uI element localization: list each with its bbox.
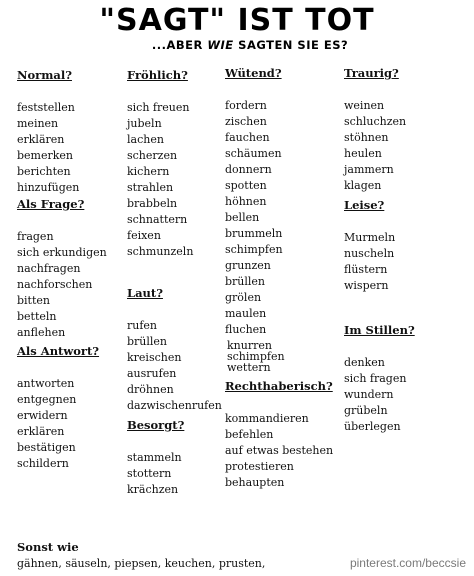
word-item: rufen	[127, 319, 158, 332]
word-item: erwidern	[17, 409, 68, 422]
section-heading: Normal?	[17, 68, 72, 82]
word-item: feststellen	[17, 101, 75, 114]
word-item: auf etwas bestehen	[225, 444, 334, 457]
section-froehlich	[127, 68, 193, 260]
word-item: grübeln	[344, 404, 388, 417]
word-item: stammeln	[127, 451, 182, 464]
word-item: zischen	[225, 115, 267, 128]
word-item: stöhnen	[344, 131, 389, 144]
word-item: brabbeln	[127, 197, 178, 210]
word-item: kommandieren	[225, 412, 309, 425]
watermark: pinterest.com/beccsie	[349, 556, 466, 570]
word-item: antworten	[17, 377, 75, 390]
word-item: schimpfen	[227, 350, 285, 363]
word-item: knurren	[227, 339, 272, 352]
word-item: bemerken	[17, 149, 74, 162]
word-item: sich fragen	[344, 372, 407, 385]
word-item: fordern	[225, 99, 267, 112]
section-heading: Leise?	[344, 198, 385, 212]
word-list	[17, 376, 99, 472]
word-item: schäumen	[225, 147, 282, 160]
word-item: maulen	[225, 307, 267, 320]
word-item: weinen	[344, 99, 385, 112]
word-item: nuscheln	[344, 247, 395, 260]
word-item: dröhnen	[127, 383, 174, 396]
word-list	[344, 355, 415, 435]
subtitle-part: ...ABER	[151, 38, 208, 52]
word-item: grunzen	[225, 259, 271, 272]
word-item: überlegen	[344, 420, 401, 433]
word-item: wispern	[344, 279, 389, 292]
word-item: klagen	[344, 179, 382, 192]
word-item: meinen	[17, 117, 59, 130]
word-item: anflehen	[17, 326, 66, 339]
word-item: ausrufen	[127, 367, 177, 380]
word-item: donnern	[225, 163, 272, 176]
word-list	[127, 318, 222, 414]
sonst-heading: Sonst wie	[17, 540, 79, 554]
word-item: wundern	[344, 388, 394, 401]
word-item: brummeln	[225, 227, 283, 240]
section-normal	[17, 68, 79, 196]
section-heading: Traurig?	[344, 66, 399, 80]
word-list	[225, 411, 333, 491]
word-item: jubeln	[127, 117, 162, 130]
page-subtitle	[100, 38, 400, 52]
word-item: sich freuen	[127, 101, 190, 114]
word-item: schmunzeln	[127, 245, 194, 258]
word-list	[17, 100, 79, 196]
word-item: bellen	[225, 211, 260, 224]
word-item: schildern	[17, 457, 69, 470]
word-item: höhnen	[225, 195, 267, 208]
word-item: spotten	[225, 179, 267, 192]
section-im-stillen	[344, 323, 415, 435]
word-item: befehlen	[225, 428, 274, 441]
word-item: berichten	[17, 165, 71, 178]
word-item: entgegnen	[17, 393, 77, 406]
word-item: erklären	[17, 425, 65, 438]
word-item: behaupten	[225, 476, 285, 489]
word-list	[127, 450, 184, 498]
word-item: hinzufügen	[17, 181, 80, 194]
subtitle-part: SAGTEN SIE ES?	[233, 38, 349, 52]
word-item: flüstern	[344, 263, 388, 276]
section-heading: Rechthaberisch?	[225, 379, 333, 393]
word-item: erklären	[17, 133, 65, 146]
sonst-words: gähnen, säuseln, piepsen, keuchen, prusten,	[17, 557, 266, 570]
word-item: bestätigen	[17, 441, 76, 454]
section-besorgt	[127, 418, 184, 498]
word-item: brüllen	[225, 275, 266, 288]
word-item: fluchen	[225, 323, 267, 336]
section-heading: Als Antwort?	[17, 344, 100, 358]
word-list	[344, 98, 406, 194]
word-item: heulen	[344, 147, 382, 160]
section-laut	[127, 286, 222, 414]
word-list	[127, 100, 193, 260]
word-item: betteln	[17, 310, 57, 323]
section-wuetend	[225, 66, 285, 373]
section-heading: Als Frage?	[17, 197, 85, 211]
section-rechthaberisch	[225, 379, 333, 491]
section-als-antwort	[17, 344, 99, 472]
word-item: fauchen	[225, 131, 270, 144]
word-item: stottern	[127, 467, 172, 480]
section-heading: Fröhlich?	[127, 68, 188, 82]
word-item: bitten	[17, 294, 50, 307]
word-list-extra	[227, 340, 285, 373]
section-heading: Laut?	[127, 286, 163, 300]
section-traurig	[344, 66, 406, 194]
word-list	[344, 230, 395, 294]
word-item: Murmeln	[344, 231, 396, 244]
section-heading: Besorgt?	[127, 418, 185, 432]
word-item: kichern	[127, 165, 170, 178]
page-title: "SAGT" IST TOT	[99, 3, 375, 38]
section-als-frage	[17, 197, 107, 341]
word-item: schluchzen	[344, 115, 407, 128]
word-item: sich erkundigen	[17, 246, 107, 259]
word-item: schimpfen	[225, 243, 283, 256]
word-item: krächzen	[127, 483, 179, 496]
section-leise	[344, 198, 395, 294]
word-item: brüllen	[127, 335, 168, 348]
word-item: schnattern	[127, 213, 188, 226]
word-item: jammern	[344, 163, 394, 176]
word-item: protestieren	[225, 460, 294, 473]
word-item: dazwischenrufen	[127, 399, 222, 412]
subtitle-emphasis: WIE	[207, 38, 234, 52]
word-item: wettern	[227, 361, 271, 374]
section-heading: Wütend?	[225, 66, 282, 80]
word-item: kreischen	[127, 351, 182, 364]
word-list	[225, 98, 285, 338]
word-item: grölen	[225, 291, 262, 304]
word-item: fragen	[17, 230, 54, 243]
word-item: strahlen	[127, 181, 174, 194]
word-item: denken	[344, 356, 385, 369]
word-item: nachforschen	[17, 278, 93, 291]
word-item: scherzen	[127, 149, 178, 162]
section-heading: Im Stillen?	[344, 323, 415, 337]
word-item: nachfragen	[17, 262, 81, 275]
word-list	[17, 229, 107, 341]
word-item: feixen	[127, 229, 161, 242]
word-item: lachen	[127, 133, 164, 146]
